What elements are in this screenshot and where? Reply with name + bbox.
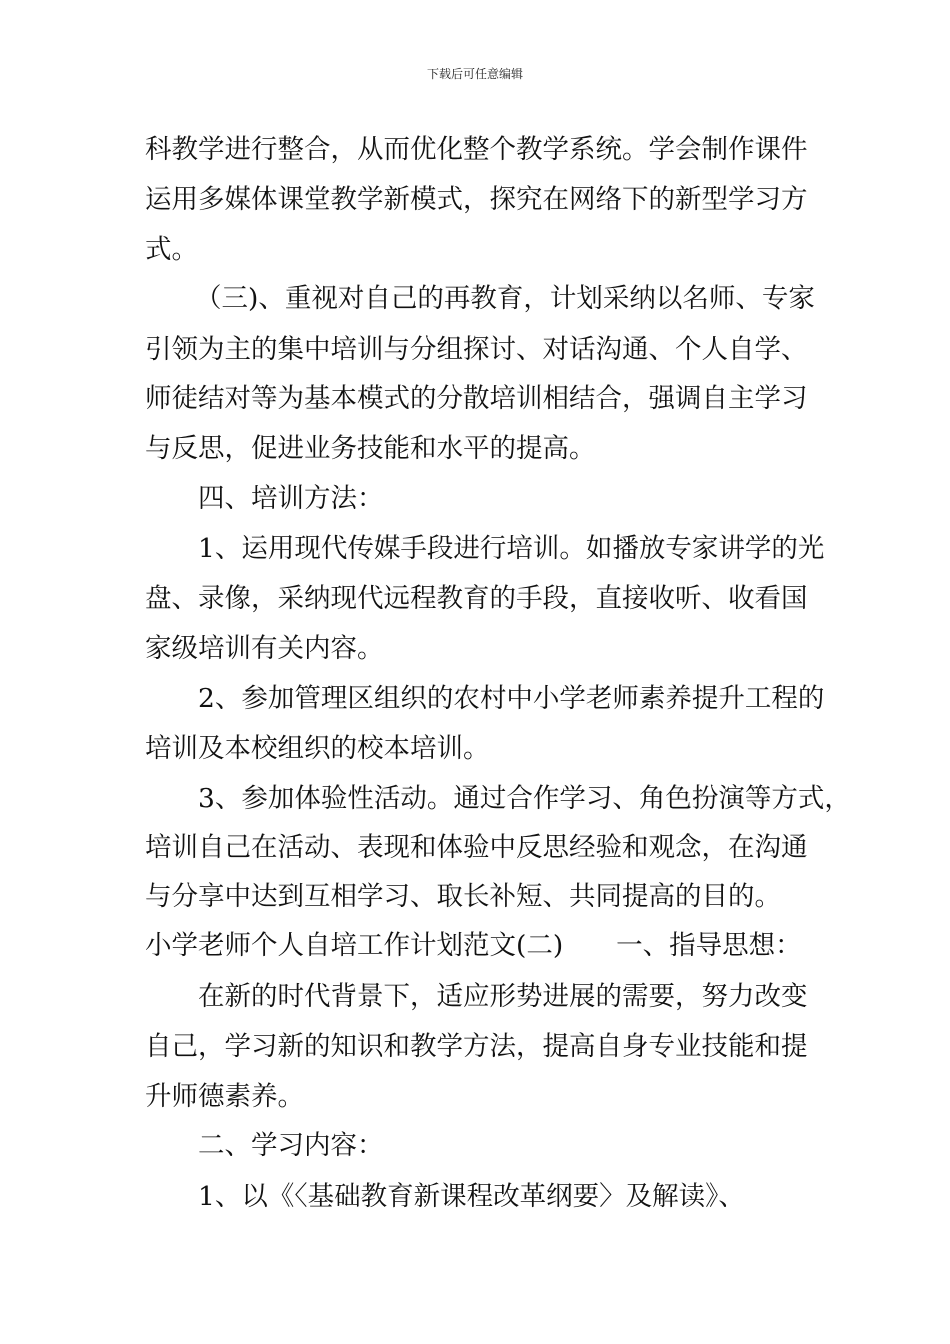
page-header: 下载后可任意编辑	[426, 67, 523, 81]
text-line: 四、培训方法：	[198, 483, 384, 514]
section-title-line: 小学老师个人自培工作计划范文(二) 一、指导思想：	[145, 930, 802, 961]
text-line: 科教学进行整合，从而优化整个教学系统。学会制作课件	[145, 134, 808, 165]
text-line: 式。	[145, 234, 198, 265]
text-line: 盘、录像，采纳现代远程教育的手段，直接收听、收看国	[145, 583, 808, 614]
text-line: 与分享中达到互相学习、取长补短、共同提高的目的。	[145, 881, 781, 912]
text-line: 运用多媒体课堂教学新模式，探究在网络下的新型学习方	[145, 184, 808, 215]
text-line: 培训自己在活动、表现和体验中反思经验和观念，在沟通	[145, 832, 808, 863]
text-line: 1、运用现代传媒手段进行培训。如播放专家讲学的光	[198, 533, 825, 564]
text-line: 在新的时代背景下，适应形势进展的需要，努力改变	[198, 981, 808, 1012]
text-line: 3、参加体验性活动。通过合作学习、角色扮演等方式，	[198, 783, 851, 814]
text-line: （三)、重视对自己的再教育，计划采纳以名师、专家	[195, 283, 815, 314]
text-line: 1、以《〈基础教育新课程改革纲要〉及解读》、	[198, 1181, 745, 1212]
text-line: 2、参加管理区组织的农村中小学老师素养提升工程的	[198, 683, 825, 714]
text-line: 升师德素养。	[145, 1081, 304, 1112]
text-line: 自己，学习新的知识和教学方法，提高自身专业技能和提	[145, 1031, 808, 1062]
text-line: 家级培训有关内容。	[145, 633, 384, 664]
text-line: 师徒结对等为基本模式的分散培训相结合，强调自主学习	[145, 383, 808, 414]
text-line: 培训及本校组织的校本培训。	[145, 733, 490, 764]
text-line: 与反思，促进业务技能和水平的提高。	[145, 433, 596, 464]
text-line: 引领为主的集中培训与分组探讨、对话沟通、个人自学、	[145, 334, 808, 365]
text-line: 二、学习内容：	[198, 1130, 384, 1161]
